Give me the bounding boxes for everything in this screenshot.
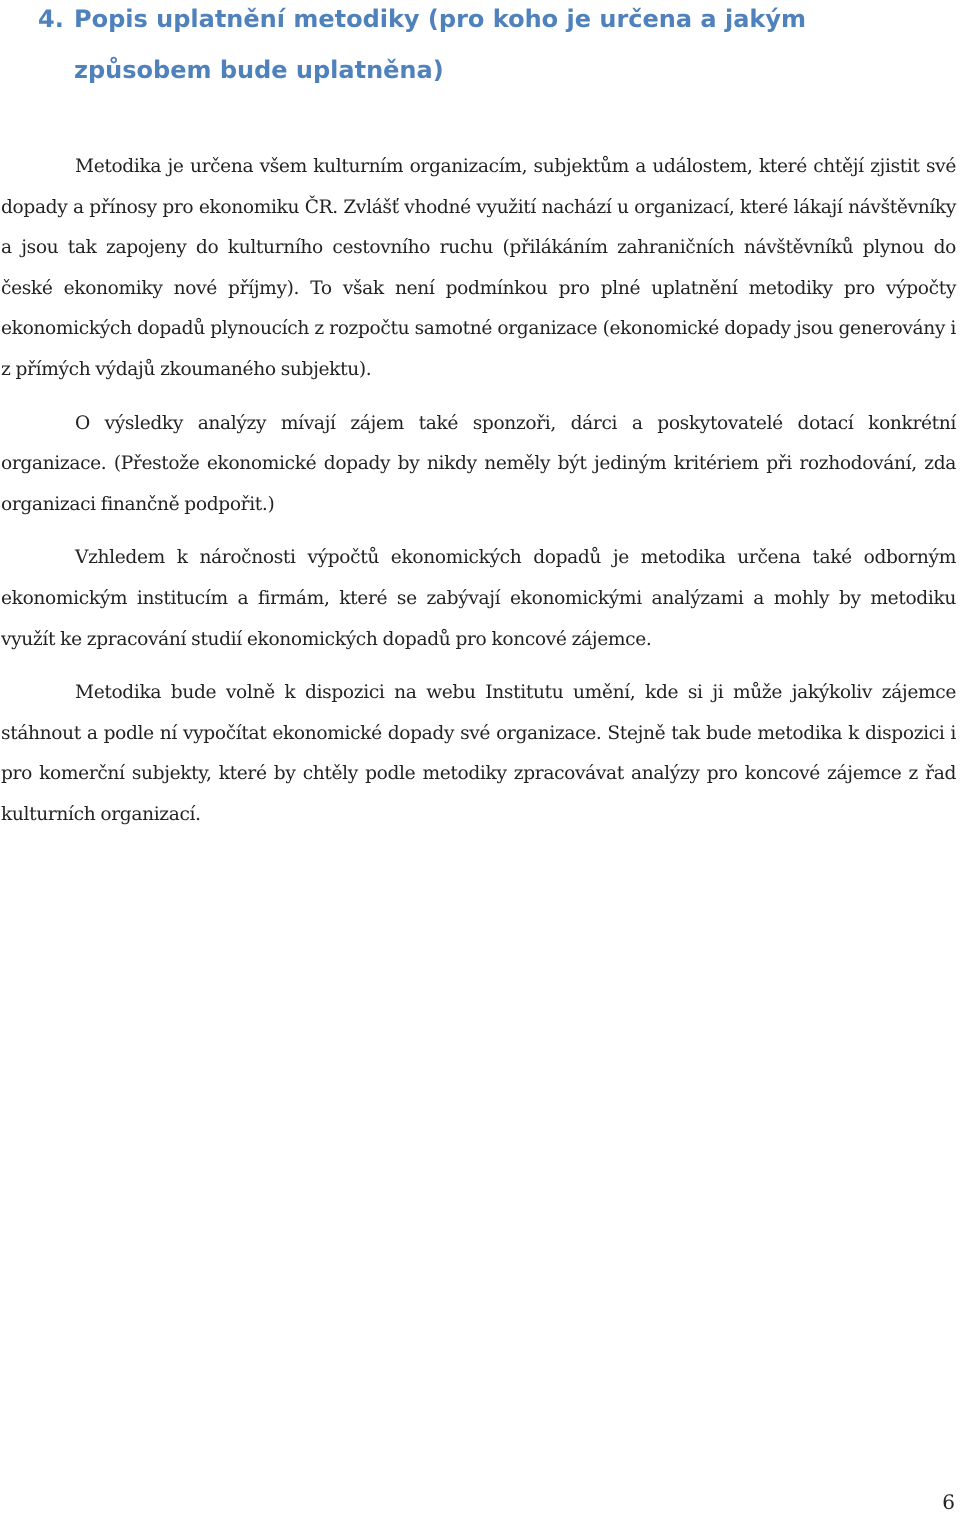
section-heading <box>38 0 938 96</box>
document-body <box>1 147 956 849</box>
paragraph-sponsors: O výsledky analýzy mívají zájem také sponzoři, dárci a poskytovatelé dotací konkrétní organizace. (Přestože ekonomické dopady by nikdy neměly být jediným kritériem při rozhodování, zda organizaci finančně podpořit.) <box>1 412 956 515</box>
paragraph-availability: Metodika bude volně k dispozici na webu Institutu umění, kde si ji může jakýkoliv zájemce stáhnout a podle ní vypočítat ekonomické dopady své organizace. Stejně tak bude metodika k dispozici i pro komerční subjekty, které by chtěly podle metodiky zpracovávat analýzy pro koncové zájemce z řad kulturních organizací. <box>1 682 956 825</box>
section-number: 4. <box>38 5 64 33</box>
paragraph-usage-target: Metodika je určena všem kulturním organizacím, subjektům a událostem, které chtějí zjistit své dopady a přínosy pro ekonomiku ČR. Zvlášť vhodné využití nachází u organizací, které lákají návštěvníky a jsou tak zapojeny do kulturního cestovního ruchu (přilákáním zahraničních návštěvníků plynou do české ekonomiky nové příjmy). To však není podmínkou pro plné uplatnění metodiky pro výpočty ekonomických dopadů plynoucích z rozpočtu samotné organizace (ekonomické dopady jsou generovány i z přímých výdajů zkoumaného subjektu). <box>1 156 956 380</box>
section-title-line-2: způsobem bude uplatněna) <box>74 56 444 84</box>
paragraph-institutions: Vzhledem k náročnosti výpočtů ekonomických dopadů je metodika určena také odborným ekonomickým institucím a firmám, které se zabývají ekonomickými analýzami a mohly by metodiku využít ke zpracování studií ekonomických dopadů pro koncové zájemce. <box>1 547 956 650</box>
section-title-line-1: Popis uplatnění metodiky (pro koho je určena a jakým <box>74 5 806 33</box>
page-number: 6 <box>942 1490 955 1514</box>
